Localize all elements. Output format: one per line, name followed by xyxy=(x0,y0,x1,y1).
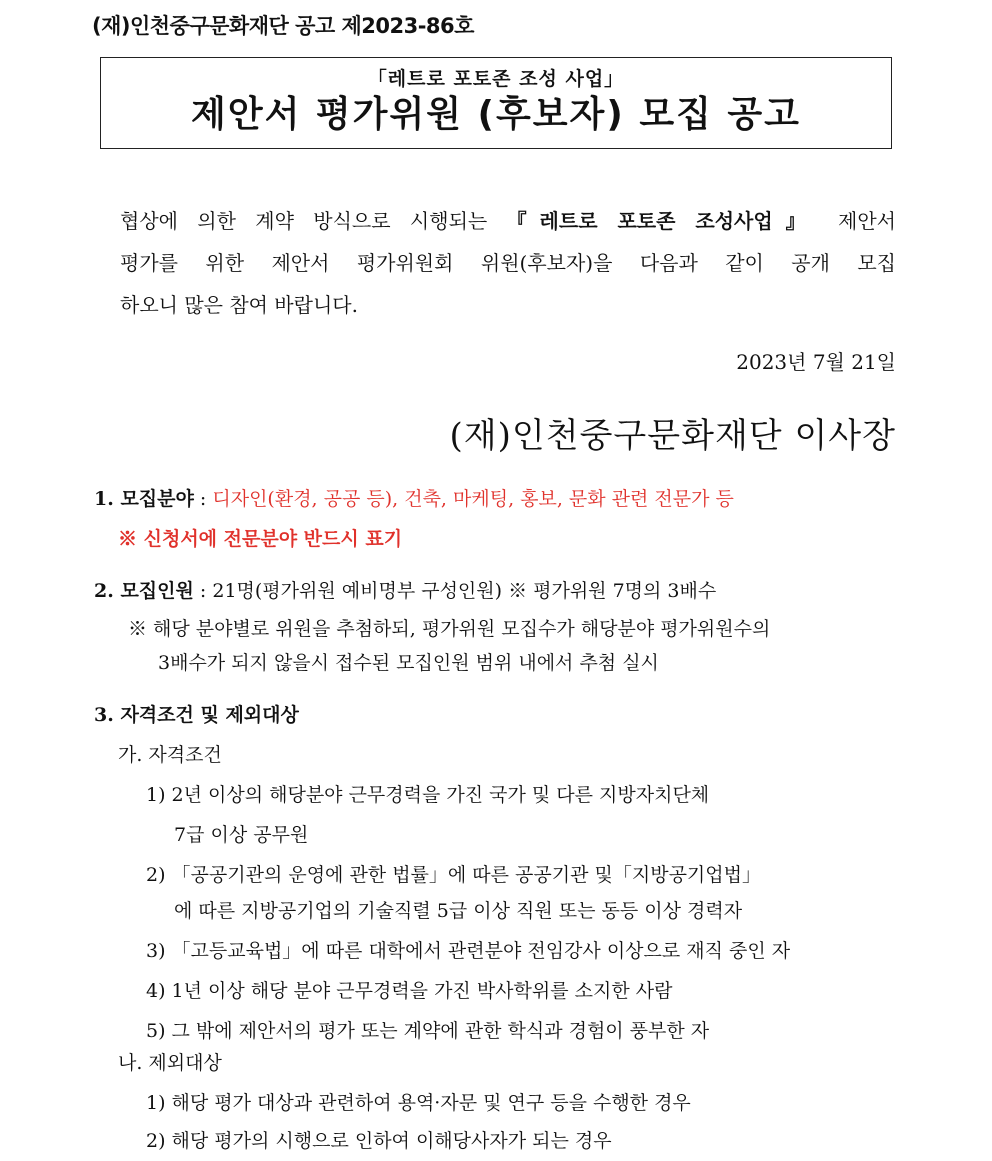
issuer-name: (재)인천중구문화재단 이사장 xyxy=(449,416,896,456)
intro-line-1 xyxy=(120,200,896,242)
intro-line-1-pre: 협상에 의한 계약 방식으로 시행되는 xyxy=(120,209,507,233)
section-3-sub-a: 가. 자격조건 xyxy=(118,744,222,766)
intro-paragraph xyxy=(120,200,896,326)
section-2-line xyxy=(94,576,716,603)
section-2-note-line-2: 3배수가 되지 않을시 접수된 모집인원 범위 내에서 추첨 실시 xyxy=(158,652,659,674)
intro-line-3: 하오니 많은 참여 바랍니다. xyxy=(120,293,358,317)
section-1-content: 디자인(환경, 공공 등), 건축, 마케팅, 홍보, 문화 관련 전문가 등 xyxy=(212,488,734,510)
qualification-item-4: 4) 1년 이상 해당 분야 근무경력을 가진 박사학위를 소지한 사람 xyxy=(146,980,673,1002)
qualification-item-1-cont: 7급 이상 공무원 xyxy=(174,824,309,846)
section-1-line xyxy=(94,484,734,511)
project-subtitle: 「레트로 포토존 조성 사업」 xyxy=(367,68,625,90)
exclusion-item-1: 1) 해당 평가 대상과 관련하여 용역·자문 및 연구 등을 수행한 경우 xyxy=(146,1092,691,1114)
section-2-content: 21명(평가위원 예비명부 구성인원) ※ 평가위원 7명의 3배수 xyxy=(212,580,717,602)
notice-number: (재)인천중구문화재단 공고 제2023-86호 xyxy=(92,14,474,38)
exclusion-item-2: 2) 해당 평가의 시행으로 인하여 이해당사자가 되는 경우 xyxy=(146,1130,612,1152)
qualification-item-5: 5) 그 밖에 제안서의 평가 또는 계약에 관한 학식과 경험이 풍부한 자 xyxy=(146,1020,710,1042)
section-3-heading-line xyxy=(94,700,299,727)
section-3-heading: 3. 자격조건 및 제외대상 xyxy=(94,704,299,726)
section-1-separator: : xyxy=(193,488,213,510)
qualification-item-3: 3) 「고등교육법」에 따른 대학에서 관련분야 전임강사 이상으로 재직 중인 자 xyxy=(146,940,791,962)
section-2-separator: : xyxy=(193,580,213,602)
notice-date: 2023년 7월 21일 xyxy=(736,350,896,374)
intro-project-name: 『레트로 포토존 조성사업』 xyxy=(506,209,819,233)
section-2-heading: 2. 모집인원 xyxy=(94,580,194,602)
section-1-note: ※ 신청서에 전문분야 반드시 표기 xyxy=(118,528,403,550)
title-box xyxy=(100,57,892,149)
intro-line-1-post: 제안서 xyxy=(818,209,896,233)
section-2-note-line-1: ※ 해당 분야별로 위원을 추첨하되, 평가위원 모집수가 해당분야 평가위원수의 xyxy=(128,618,771,640)
intro-line-2: 평가를 위한 제안서 평가위원회 위원(후보자)을 다음과 같이 공개 모집 xyxy=(120,251,896,275)
section-1-heading: 1. 모집분야 xyxy=(94,488,194,510)
qualification-item-2-cont: 에 따른 지방공기업의 기술직렬 5급 이상 직원 또는 동등 이상 경력자 xyxy=(174,900,743,922)
qualification-item-1: 1) 2년 이상의 해당분야 근무경력을 가진 국가 및 다른 지방자치단체 xyxy=(146,784,710,806)
qualification-item-2: 2) 「공공기관의 운영에 관한 법률」에 따른 공공기관 및「지방공기업법」 xyxy=(146,864,761,886)
section-3-sub-b: 나. 제외대상 xyxy=(118,1052,222,1074)
page-title: 제안서 평가위원 (후보자) 모집 공고 xyxy=(191,94,801,135)
